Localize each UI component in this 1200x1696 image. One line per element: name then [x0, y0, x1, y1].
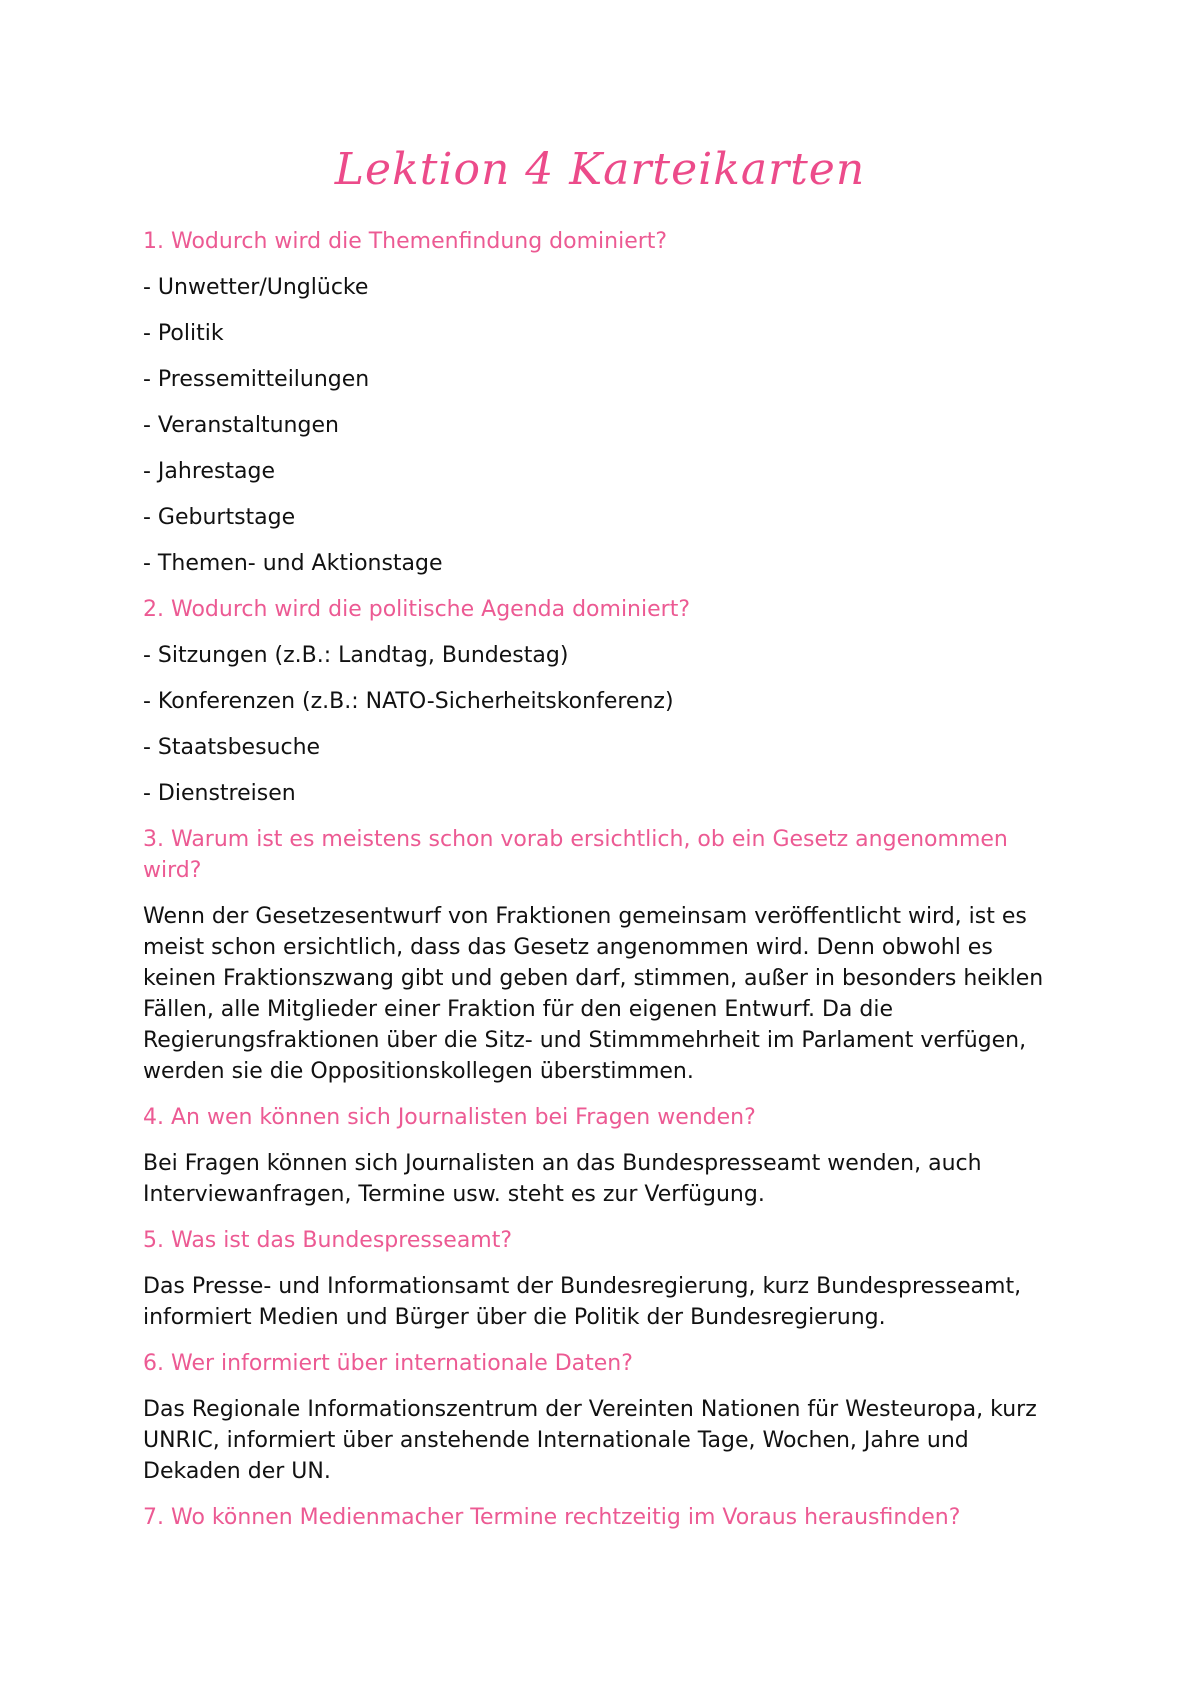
list-item: - Politik — [143, 321, 224, 346]
question-3: 3. Warum ist es meistens schon vorab ersichtlich, ob ein Gesetz angenommen wird? — [143, 827, 1008, 883]
question-5: 5. Was ist das Bundespresseamt? — [143, 1228, 513, 1253]
list-item: - Unwetter/Unglücke — [143, 275, 369, 300]
answer-list-2 — [143, 640, 1068, 809]
question-2: 2. Wodurch wird die politische Agenda dominiert? — [143, 597, 690, 622]
page-title: Lektion 4 Karteikarten — [334, 144, 866, 195]
question-4: 4. An wen können sich Journalisten bei Fragen wenden? — [143, 1105, 756, 1130]
list-item: - Veranstaltungen — [143, 413, 339, 438]
answer-3: Wenn der Gesetzesentwurf von Fraktionen gemeinsam veröffentlicht wird, ist es meist schon ersichtlich, dass das Gesetz angenommen wird. Denn obwohl es keinen Fraktionszwang gibt und geben darf, stimmen, außer in besonders heiklen Fällen, alle Mitglieder einer Fraktion für den eigenen Entwurf. Da die Regierungsfraktionen über die Sitz- und Stimmmehrheit im Parlament verfügen, werden sie die Oppositionskollegen überstimmen. — [143, 904, 1044, 1084]
answer-6: Das Regionale Informationszentrum der Vereinten Nationen für Westeuropa, kurz UNRIC, informiert über anstehende Internationale Tage, Wochen, Jahre und Dekaden der UN. — [143, 1397, 1037, 1484]
list-item: - Dienstreisen — [143, 781, 296, 806]
list-item: - Themen- und Aktionstage — [143, 551, 443, 576]
answer-list-1 — [143, 272, 1068, 579]
list-item: - Sitzungen (z.B.: Landtag, Bundestag) — [143, 643, 569, 668]
document-body — [143, 226, 1068, 1548]
list-item: - Konferenzen (z.B.: NATO-Sicherheitskonferenz) — [143, 689, 674, 714]
question-1: 1. Wodurch wird die Themenfindung dominiert? — [143, 229, 668, 254]
question-6: 6. Wer informiert über internationale Daten? — [143, 1351, 633, 1376]
list-item: - Staatsbesuche — [143, 735, 321, 760]
list-item: - Geburtstage — [143, 505, 296, 530]
question-7: 7. Wo können Medienmacher Termine rechtzeitig im Voraus herausfinden? — [143, 1505, 961, 1530]
answer-5: Das Presse- und Informationsamt der Bundesregierung, kurz Bundespresseamt, informiert Medien und Bürger über die Politik der Bundesregierung. — [143, 1274, 1022, 1330]
answer-4: Bei Fragen können sich Journalisten an das Bundespresseamt wenden, auch Interviewanfragen, Termine usw. steht es zur Verfügung. — [143, 1151, 982, 1207]
list-item: - Jahrestage — [143, 459, 276, 484]
list-item: - Pressemitteilungen — [143, 367, 370, 392]
